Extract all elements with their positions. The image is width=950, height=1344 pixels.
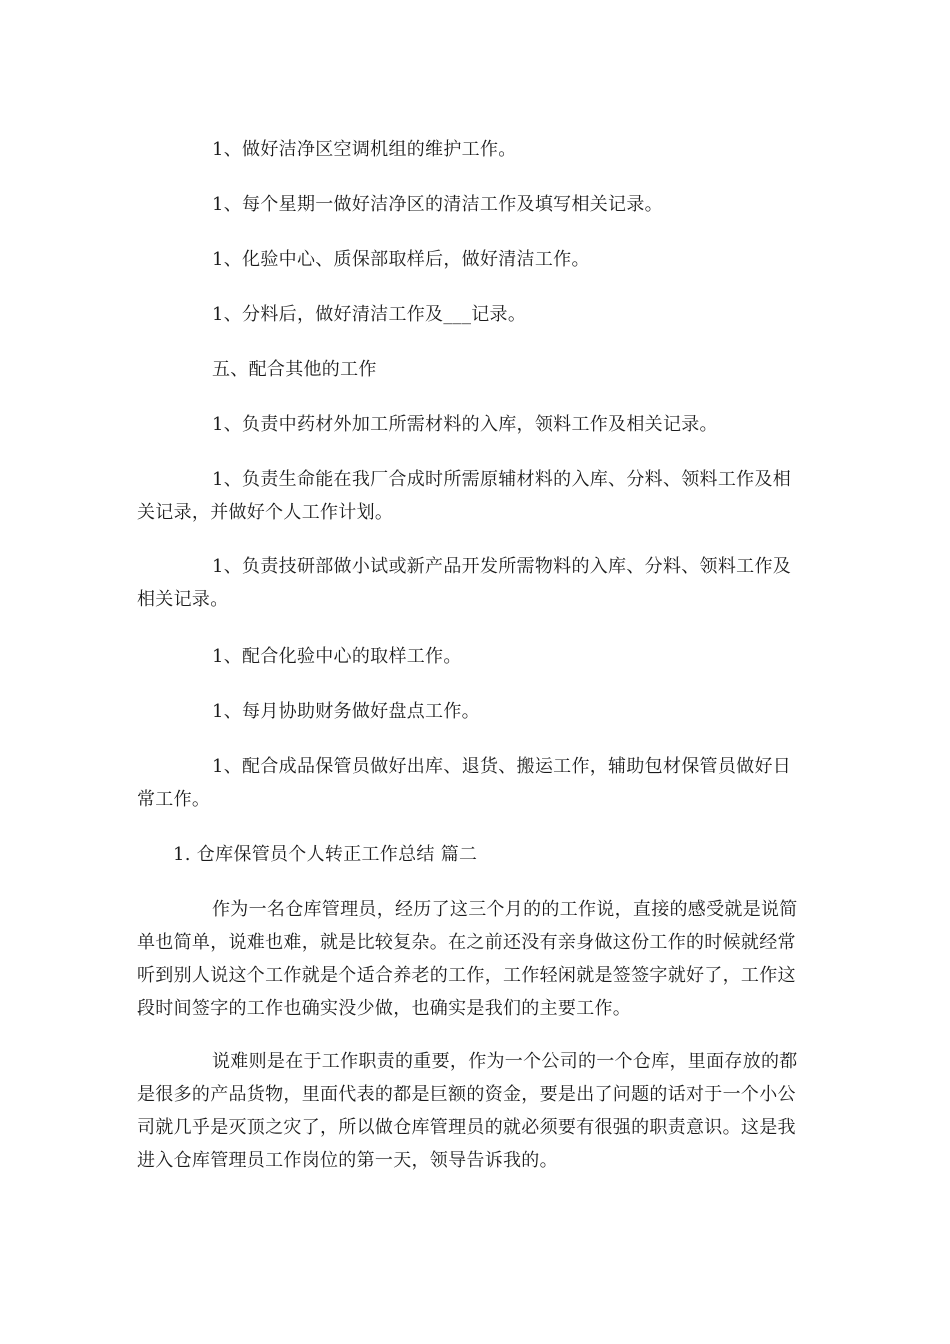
paragraph-2: 1、每个星期一做好洁净区的清洁工作及填写相关记录。 [212,194,663,215]
paragraph-8: 1、负责技研部做小试或新产品开发所需物料的入库、分料、领料工作及相关记录。 [137,556,792,610]
section-heading: 1. 仓库保管员个人转正工作总结 篇二 [173,844,478,865]
body-paragraph-2: 说难则是在于工作职责的重要，作为一个公司的一个仓库，里面存放的都是很多的产品货物，里面代表的都是巨额的资金，要是出了问题的话对于一个小公司就几乎是灭顶之灾了，所以做仓库管理员的就必须要有很强的职责意识。这是我进入仓库管理员工作岗位的第一天，领导告诉我的。 [137,1051,798,1171]
paragraph-1: 1、做好洁净区空调机组的维护工作。 [212,139,517,160]
paragraph-11: 1、配合成品保管员做好出库、退货、搬运工作，辅助包材保管员做好日常工作。 [137,756,792,810]
paragraph-3: 1、化验中心、质保部取样后，做好清洁工作。 [212,249,590,270]
paragraph-6: 1、负责中药材外加工所需材料的入库，领料工作及相关记录。 [212,414,718,435]
paragraph-9: 1、配合化验中心的取样工作。 [212,646,462,667]
paragraph-4: 1、分料后，做好清洁工作及___记录。 [212,304,527,325]
paragraph-10: 1、每月协助财务做好盘点工作。 [212,701,480,722]
section-five-heading: 五、配合其他的工作 [212,359,377,380]
body-paragraph-1: 作为一名仓库管理员，经历了这三个月的的工作说，直接的感受就是说简单也简单，说难也难，就是比较复杂。在之前还没有亲身做这份工作的时候就经常听到别人说这个工作就是个适合养老的工作，工作轻闲就是签签字就好了，工作这段时间签字的工作也确实没少做，也确实是我们的主要工作。 [137,899,798,1019]
paragraph-7: 1、负责生命能在我厂合成时所需原辅材料的入库、分料、领料工作及相关记录，并做好个人工作计划。 [137,469,792,523]
